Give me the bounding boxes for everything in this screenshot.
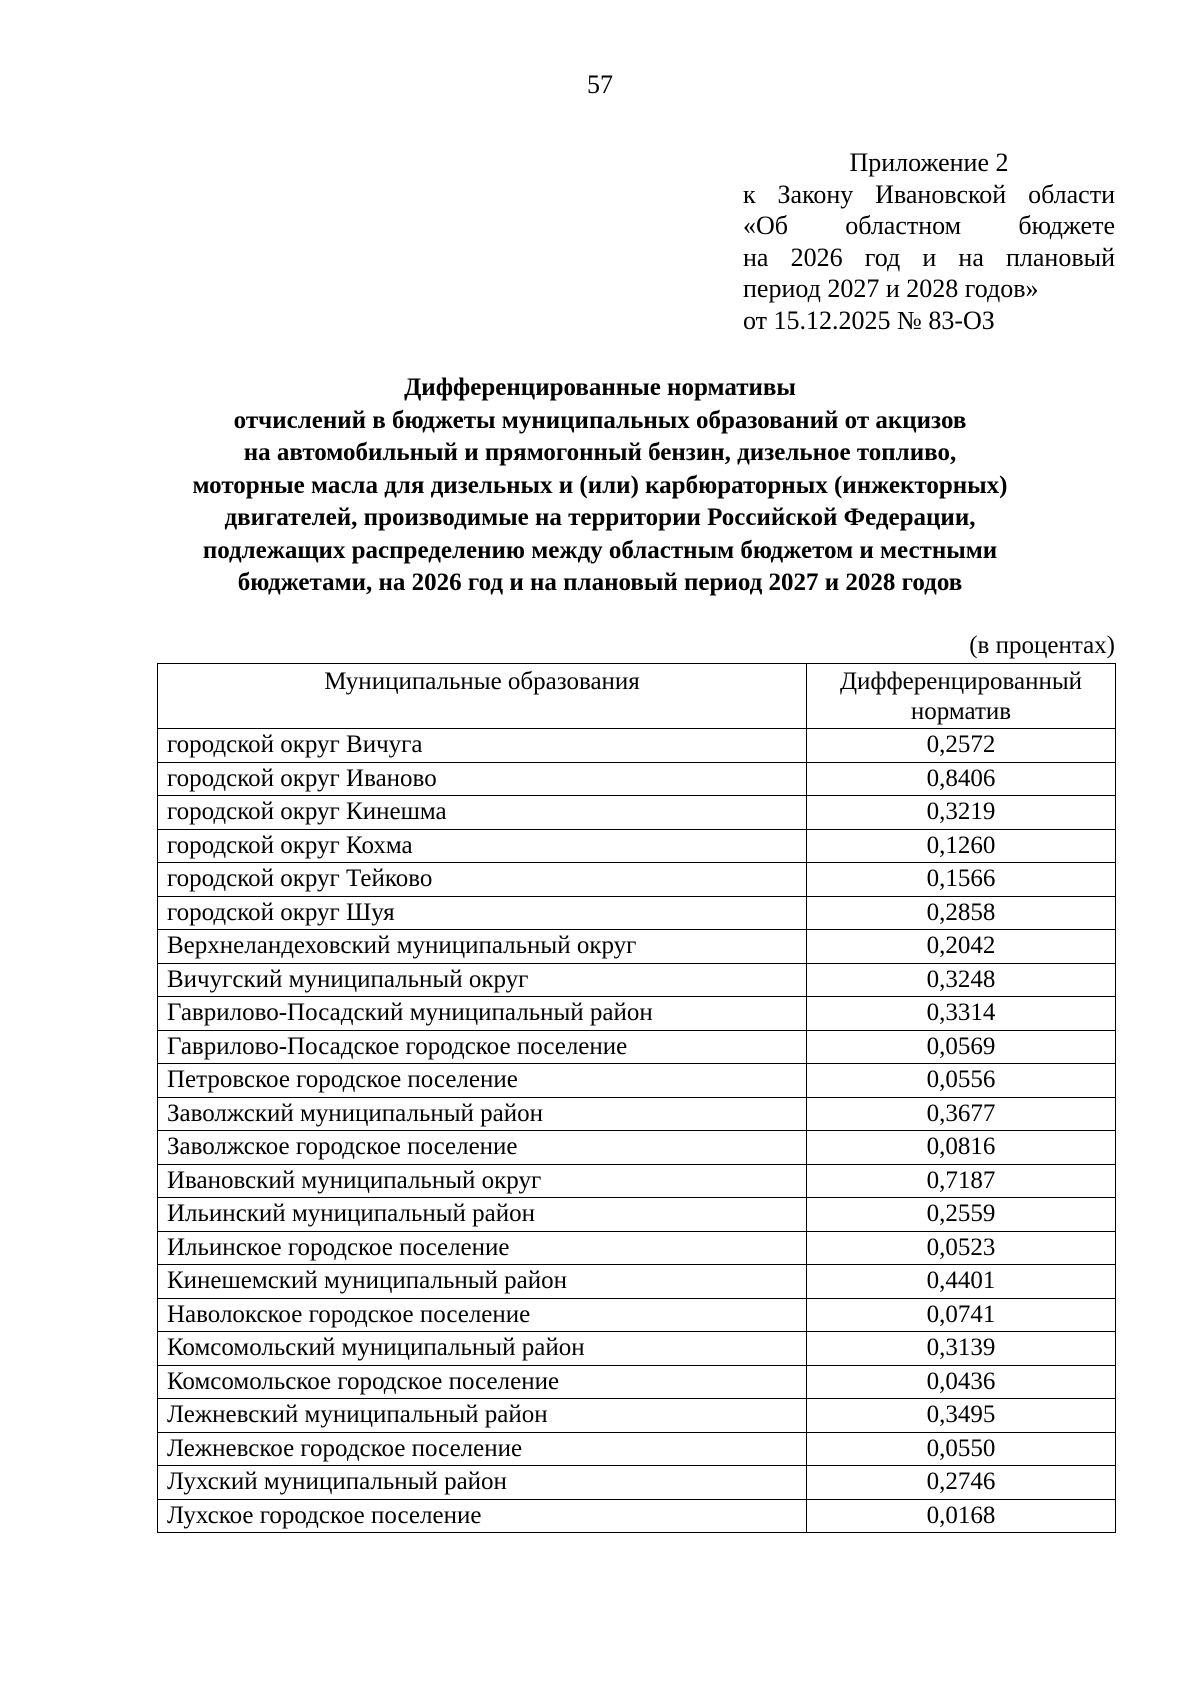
municipality-name: Комсомольское городское поселение [158, 1365, 807, 1399]
normative-value: 0,1566 [807, 863, 1116, 897]
table-row [158, 796, 1116, 830]
appendix-line: Приложение 2 [849, 148, 1009, 177]
table-row [158, 1030, 1116, 1064]
municipality-name: Ивановский муниципальный округ [158, 1164, 807, 1198]
normative-value: 0,3314 [807, 997, 1116, 1031]
page-number: 57 [587, 70, 613, 99]
appendix-line: к Закону Ивановской области [743, 179, 1115, 209]
municipality-name: Гаврилово-Посадское городское поселение [158, 1030, 807, 1064]
normative-value: 0,3248 [807, 963, 1116, 997]
municipality-name: Лухское городское поселение [158, 1499, 807, 1533]
municipality-name: городской округ Кинешма [158, 796, 807, 830]
table-row [158, 863, 1116, 897]
normative-value: 0,2042 [807, 930, 1116, 964]
normative-value: 0,0550 [807, 1432, 1116, 1466]
normative-value: 0,0816 [807, 1131, 1116, 1165]
municipality-name: Верхнеландеховский муниципальный округ [158, 930, 807, 964]
municipality-name: Кинешемский муниципальный район [158, 1265, 807, 1299]
appendix-line: от 15.12.2025 № 83-ОЗ [743, 305, 995, 335]
appendix-reference [743, 147, 1115, 337]
title-line: на автомобильный и прямогонный бензин, дизельное топливо, [243, 439, 957, 466]
table-row [158, 1399, 1116, 1433]
appendix-line: «Об областном бюджете [743, 211, 1115, 241]
normative-value: 0,0741 [807, 1298, 1116, 1332]
normative-value: 0,0168 [807, 1499, 1116, 1533]
normative-value: 0,2572 [807, 729, 1116, 763]
table-row [158, 1365, 1116, 1399]
municipality-name: Ильинский муниципальный район [158, 1198, 807, 1232]
title-line: бюджетами, на 2026 год и на плановый период 2027 и 2028 годов [237, 569, 963, 596]
table-row [158, 762, 1116, 796]
table-row [158, 1097, 1116, 1131]
normatives-table [157, 663, 1116, 1533]
title-line: моторные масла для дизельных и (или) карбюраторных (инжекторных) [192, 471, 1008, 499]
municipality-name: городской округ Вичуга [158, 729, 807, 763]
appendix-line: на 2026 год и на плановый [743, 242, 1115, 272]
table-row [158, 997, 1116, 1031]
normative-value: 0,0556 [807, 1064, 1116, 1098]
table-row [158, 1432, 1116, 1466]
table-row [158, 1499, 1116, 1533]
normative-value: 0,0436 [807, 1365, 1116, 1399]
title-line: Дифференцированные нормативы [404, 374, 796, 401]
table-row [158, 930, 1116, 964]
title-line: отчислений в бюджеты муниципальных образований от акцизов [233, 406, 967, 434]
table-row [158, 1298, 1116, 1332]
municipality-name: Наволокское городское поселение [158, 1298, 807, 1332]
normative-value: 0,2746 [807, 1466, 1116, 1500]
municipality-name: Вичугский муниципальный округ [158, 963, 807, 997]
table-row [158, 829, 1116, 863]
document-title [0, 372, 1200, 600]
normative-value: 0,2559 [807, 1198, 1116, 1232]
municipality-name: Гаврилово-Посадский муниципальный район [158, 997, 807, 1031]
table-row [158, 1231, 1116, 1265]
table-row [158, 1466, 1116, 1500]
table-header-row [158, 664, 1116, 729]
municipality-name: Лухский муниципальный район [158, 1466, 807, 1500]
municipality-name: Ильинское городское поселение [158, 1231, 807, 1265]
table-body [158, 729, 1116, 1533]
table-row [158, 896, 1116, 930]
normative-value: 0,0569 [807, 1030, 1116, 1064]
municipality-name: городской округ Тейково [158, 863, 807, 897]
table-row [158, 963, 1116, 997]
normative-value: 0,8406 [807, 762, 1116, 796]
table-row [158, 1131, 1116, 1165]
normative-value: 0,1260 [807, 829, 1116, 863]
municipality-name: Заволжский муниципальный район [158, 1097, 807, 1131]
municipality-name: городской округ Иваново [158, 762, 807, 796]
municipality-name: Петровское городское поселение [158, 1064, 807, 1098]
normative-value: 0,3139 [807, 1332, 1116, 1366]
appendix-line: период 2027 и 2028 годов» [743, 274, 1039, 304]
normative-value: 0,3677 [807, 1097, 1116, 1131]
municipality-name: городской округ Шуя [158, 896, 807, 930]
normative-value: 0,0523 [807, 1231, 1116, 1265]
normative-value: 0,4401 [807, 1265, 1116, 1299]
table-row [158, 1198, 1116, 1232]
municipality-name: Лежневское городское поселение [158, 1432, 807, 1466]
normative-value: 0,7187 [807, 1164, 1116, 1198]
title-line: двигателей, производимые на территории Российской Федерации, [224, 504, 976, 531]
table-row [158, 1332, 1116, 1366]
municipality-name: городской округ Кохма [158, 829, 807, 863]
normative-value: 0,3495 [807, 1399, 1116, 1433]
header-municipality: Муниципальные образования [158, 664, 807, 729]
municipality-name: Комсомольский муниципальный район [158, 1332, 807, 1366]
title-line: подлежащих распределению между областным бюджетом и местными [202, 536, 998, 564]
municipality-name: Заволжское городское поселение [158, 1131, 807, 1165]
municipality-name: Лежневский муниципальный район [158, 1399, 807, 1433]
table-row [158, 1265, 1116, 1299]
normative-value: 0,2858 [807, 896, 1116, 930]
table-row [158, 1164, 1116, 1198]
normative-value: 0,3219 [807, 796, 1116, 830]
header-normative: Дифференцированный норматив [807, 664, 1116, 729]
table-row [158, 729, 1116, 763]
units-note: (в процентах) [969, 632, 1115, 659]
table-row [158, 1064, 1116, 1098]
